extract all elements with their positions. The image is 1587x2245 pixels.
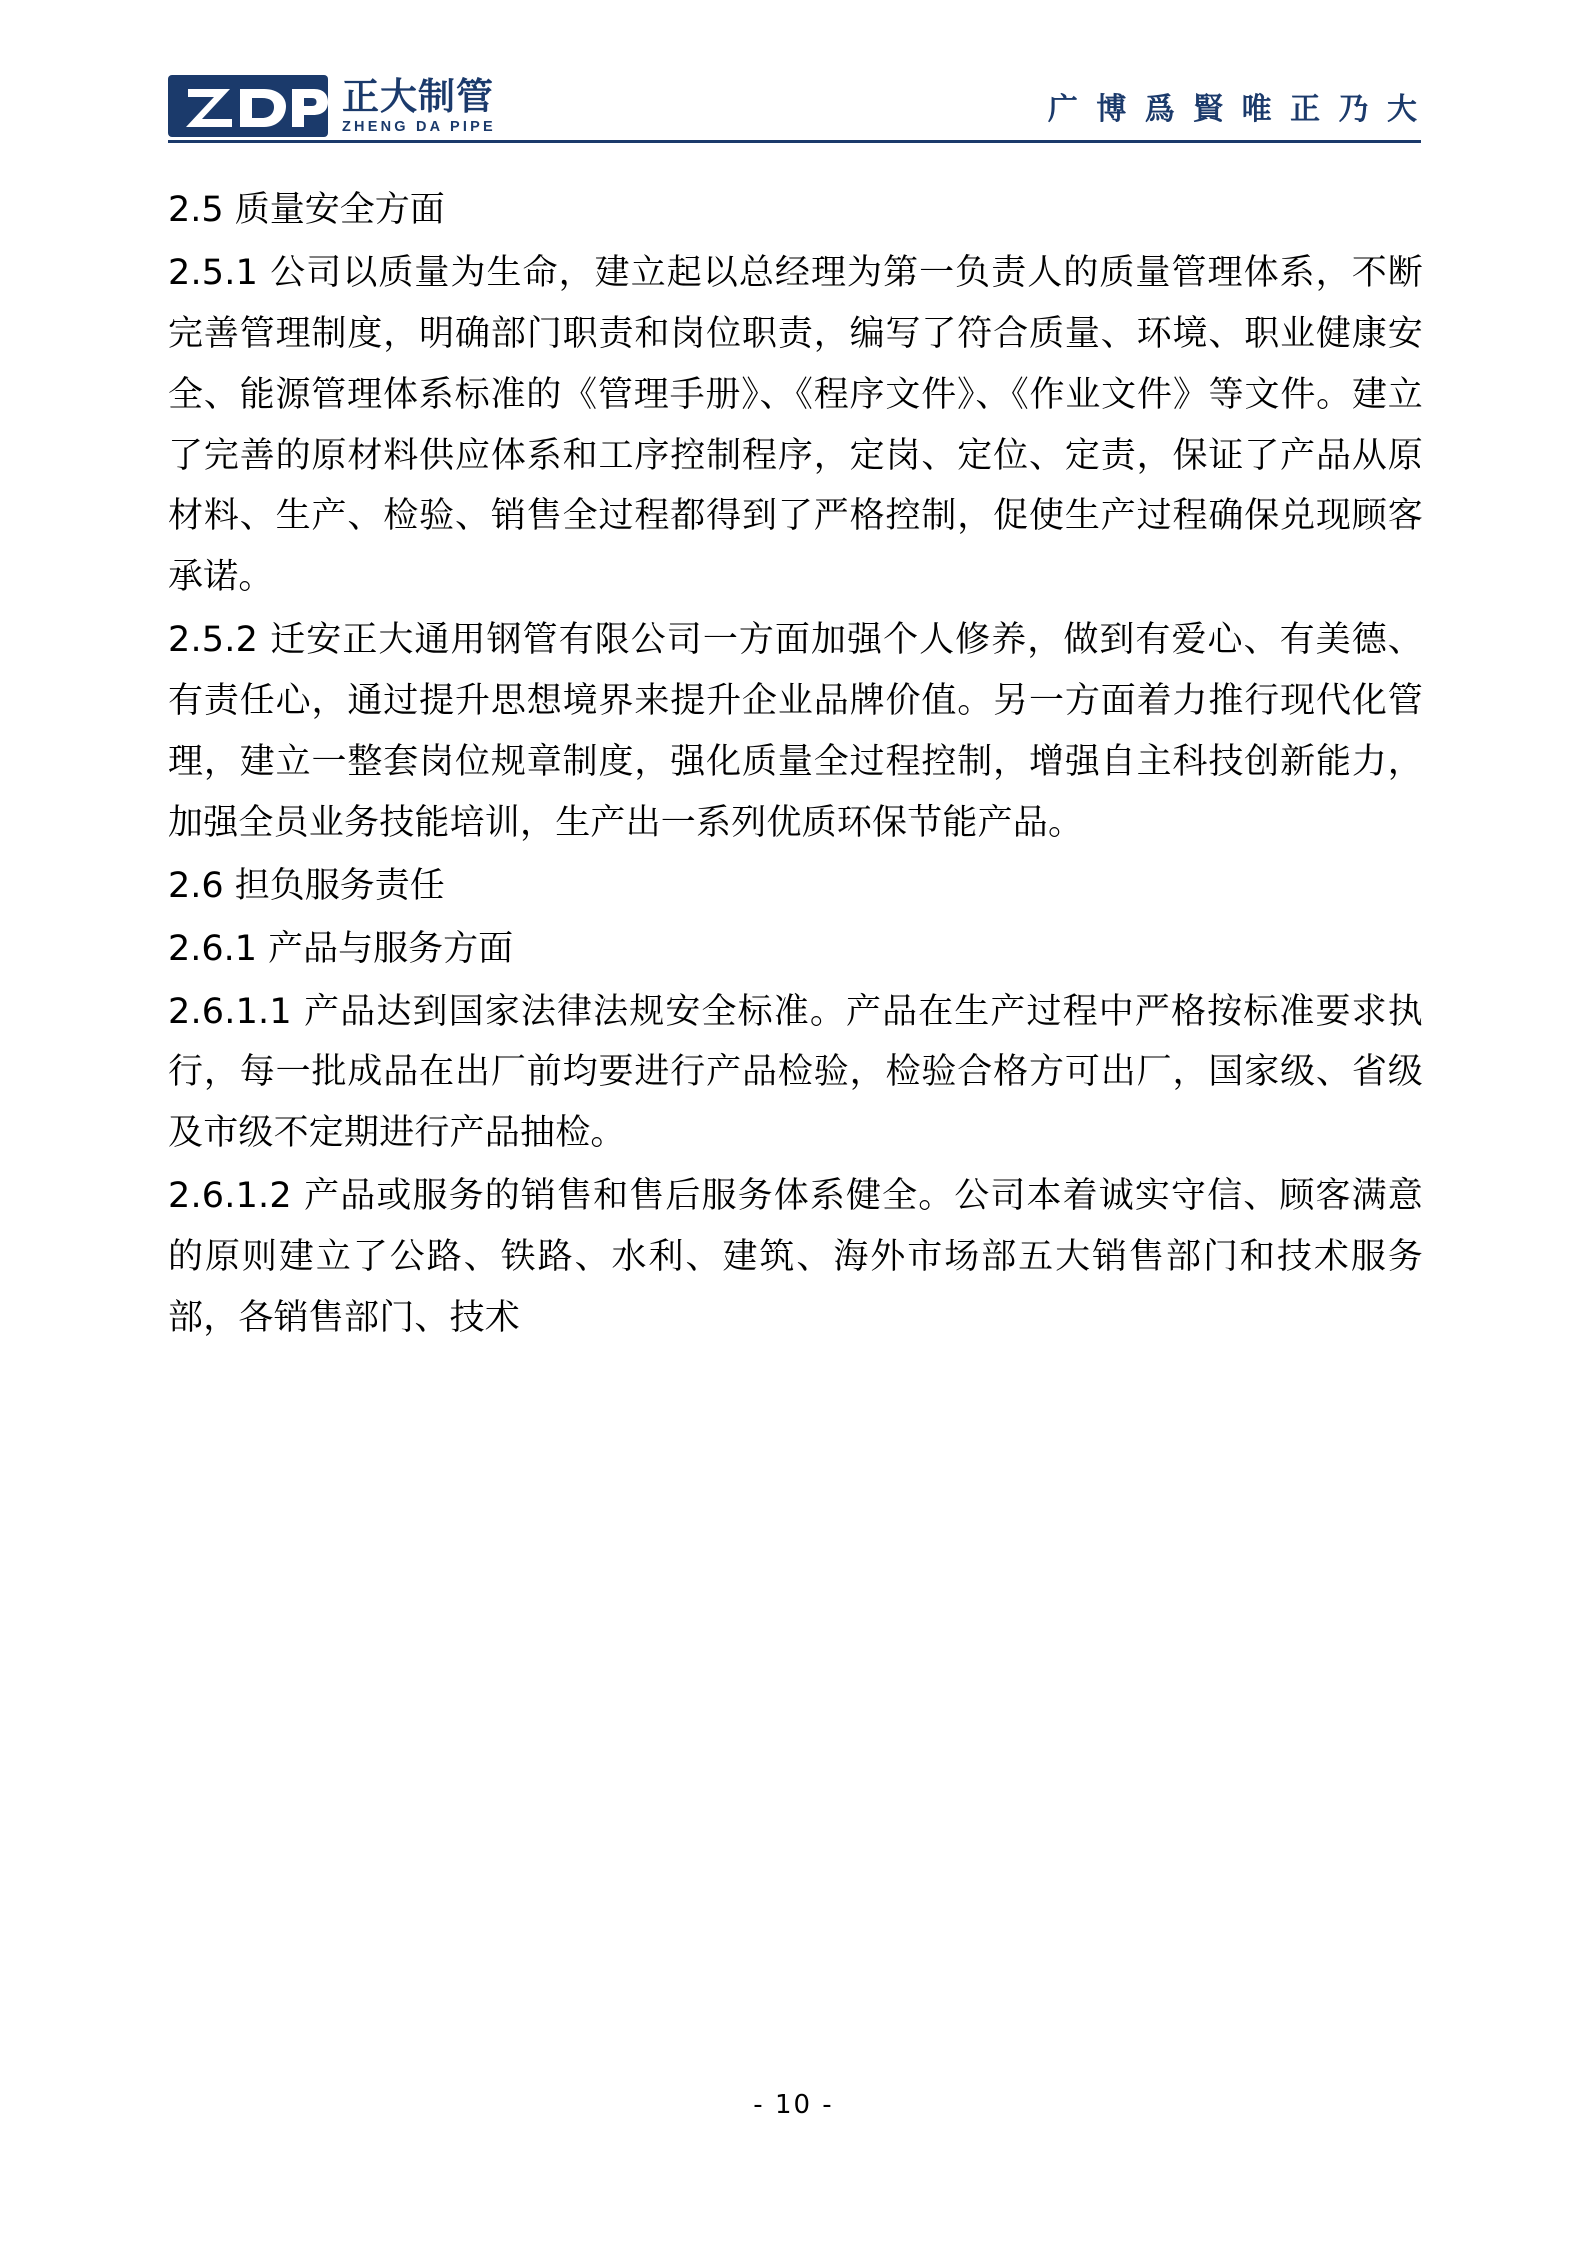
logo-company-cn: 正大制管 bbox=[342, 74, 494, 118]
document-body bbox=[168, 180, 1423, 1351]
paragraph-2-5-1: 2.5.1 公司以质量为生命，建立起以总经理为第一负责人的质量管理体系，不断完善管理制度，明确部门职责和岗位职责，编写了符合质量、环境、职业健康安全、能源管理体系标准的《管理手册》、《程序文件》、《作业文件》等文件。建立了完善的原材料供应体系和工序控制程序，定岗、定位、定责，保证了产品从原材料、生产、检验、销售全过程都得到了严格控制，促使生产过程确保兑现顾客承诺。 bbox=[168, 252, 1423, 598]
logo-text-block bbox=[342, 74, 496, 135]
header-divider bbox=[168, 140, 1421, 143]
zdp-logo-icon bbox=[168, 75, 328, 137]
company-logo bbox=[168, 75, 496, 137]
header-slogan: 广 博 爲 賢 唯 正 乃 大 bbox=[1047, 92, 1421, 127]
section-heading-2-6-1: 2.6.1 产品与服务方面 bbox=[168, 928, 514, 969]
paragraph-2-6-1-2: 2.6.1.2 产品或服务的销售和售后服务体系健全。公司本着诚实守信、顾客满意的原则建立了公路、铁路、水利、建筑、海外市场部五大销售部门和技术服务部，各销售部门、技术 bbox=[168, 1176, 1423, 1339]
page-number: - 10 - bbox=[753, 2090, 834, 2120]
paragraph-2-5-2: 2.5.2 迁安正大通用钢管有限公司一方面加强个人修养，做到有爱心、有美德、有责任心，通过提升思想境界来提升企业品牌价值。另一方面着力推行现代化管理，建立一整套岗位规章制度，强化质量全过程控制，增强自主科技创新能力，加强全员业务技能培训，生产出一系列优质环保节能产品。 bbox=[168, 620, 1423, 843]
logo-company-en: ZHENG DA PIPE bbox=[342, 118, 496, 135]
page-header bbox=[168, 70, 1421, 142]
paragraph-2-6-1-1: 2.6.1.1 产品达到国家法律法规安全标准。产品在生产过程中严格按标准要求执行，每一批成品在出厂前均要进行产品检验，检验合格方可出厂，国家级、省级及市级不定期进行产品抽检。 bbox=[168, 991, 1423, 1154]
section-heading-2-6: 2.6 担负服务责任 bbox=[168, 865, 445, 906]
section-heading-2-5: 2.5 质量安全方面 bbox=[168, 190, 445, 230]
